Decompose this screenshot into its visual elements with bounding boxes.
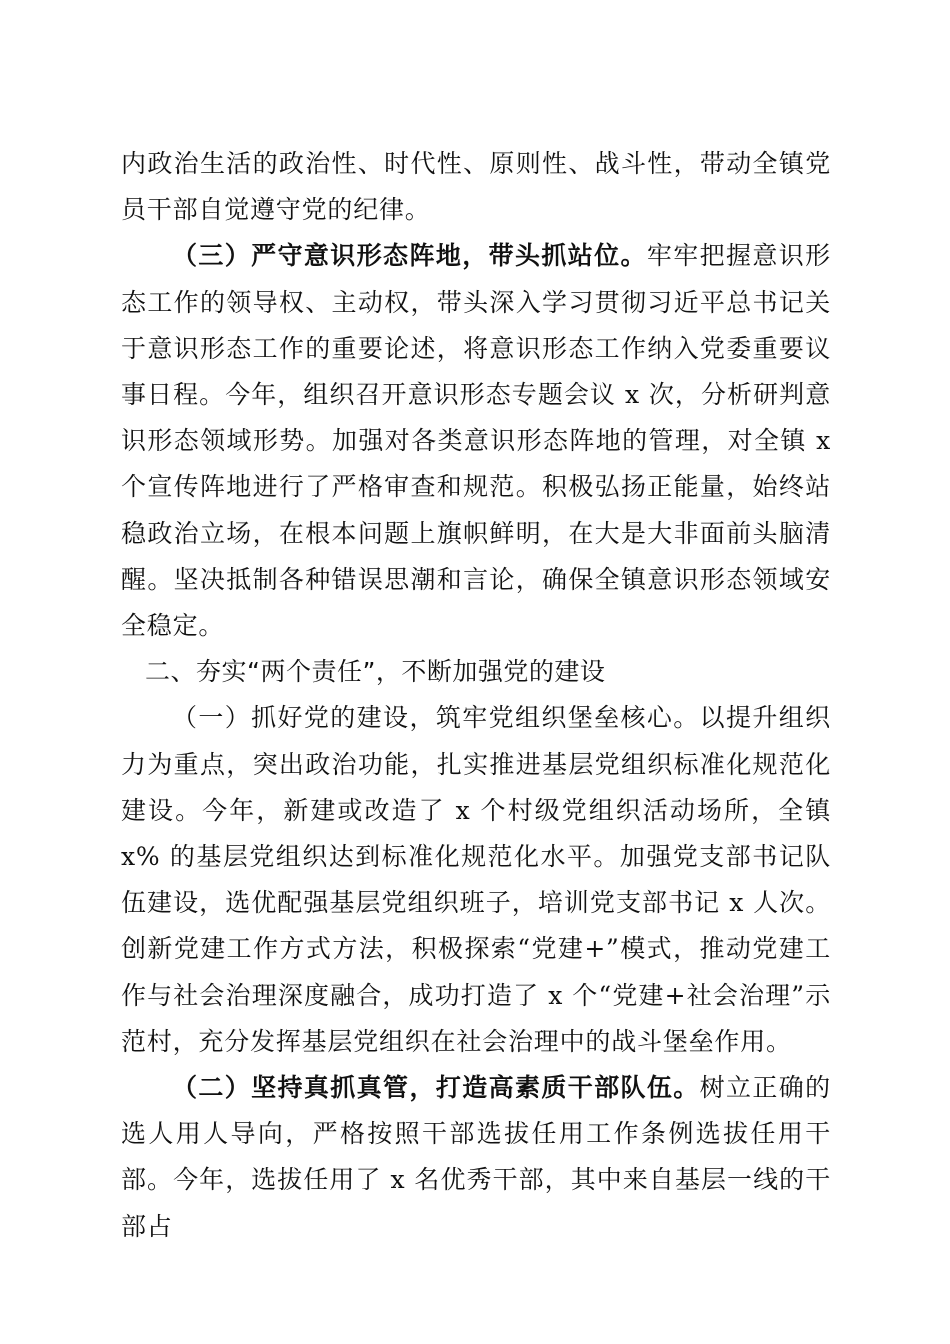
paragraph-text: 以提升组织力为重点，突出政治功能，扎实推进基层党组织标准化规范化建设。今年，新建或改造了 x 个村级党组织活动场所，全镇 x% 的基层党组织达到标准化规范化水平。加强党支部书记队伍建设，选优配强基层党组织班子，培训党支部书记 x 人次。创新党建工作方式方法，积极探索“党建+”模式，推动党建工作与社会治理深度融合，成功打造了 x 个“党建+社会治理”示范村，充分发挥基层党组织在社会治理中的战斗堡垒作用。 bbox=[121, 703, 831, 1056]
document-body bbox=[121, 141, 831, 1250]
paragraph-text: 牢牢把握意识形态工作的领导权、主动权，带头深入学习贯彻习近平总书记关于意识形态工作的重要论述，将意识形态工作纳入党委重要议事日程。今年，组织召开意识形态专题会议 x 次，分析研判意识形态领域形势。加强对各类意识形态阵地的管理，对全镇 x 个宣传阵地进行了严格审查和规范。积极弘扬正能量，始终站稳政治立场，在根本问题上旗帜鲜明，在大是大非面前头脑清醒。坚决抵制各种错误思潮和言论，确保全镇意识形态领域安全稳定。 bbox=[121, 241, 831, 641]
section-heading: 二、夯实“两个责任”，不断加强党的建设 bbox=[145, 657, 606, 687]
paragraph-lead: （三）严守意识形态阵地，带头抓站位。 bbox=[172, 241, 647, 271]
paragraph-text: 树立正确的选人用人导向，严格按照干部选拔任用工作条例选拔任用干部。今年，选拔任用了 x 名优秀干部，其中来自基层一线的干部占 bbox=[121, 1073, 831, 1241]
paragraph-continuation bbox=[121, 141, 831, 233]
paragraph-cadre-team bbox=[121, 1065, 831, 1250]
paragraph-party-building bbox=[121, 695, 831, 1065]
paragraph-lead: （二）坚持真抓真管，打造高素质干部队伍。 bbox=[172, 1073, 700, 1103]
paragraph-text: 内政治生活的政治性、时代性、原则性、战斗性，带动全镇党员干部自觉遵守党的纪律。 bbox=[121, 149, 831, 225]
paragraph-ideology-front bbox=[121, 233, 831, 649]
paragraph-lead: （一）抓好党的建设，筑牢党组织堡垒核心。 bbox=[172, 703, 700, 733]
